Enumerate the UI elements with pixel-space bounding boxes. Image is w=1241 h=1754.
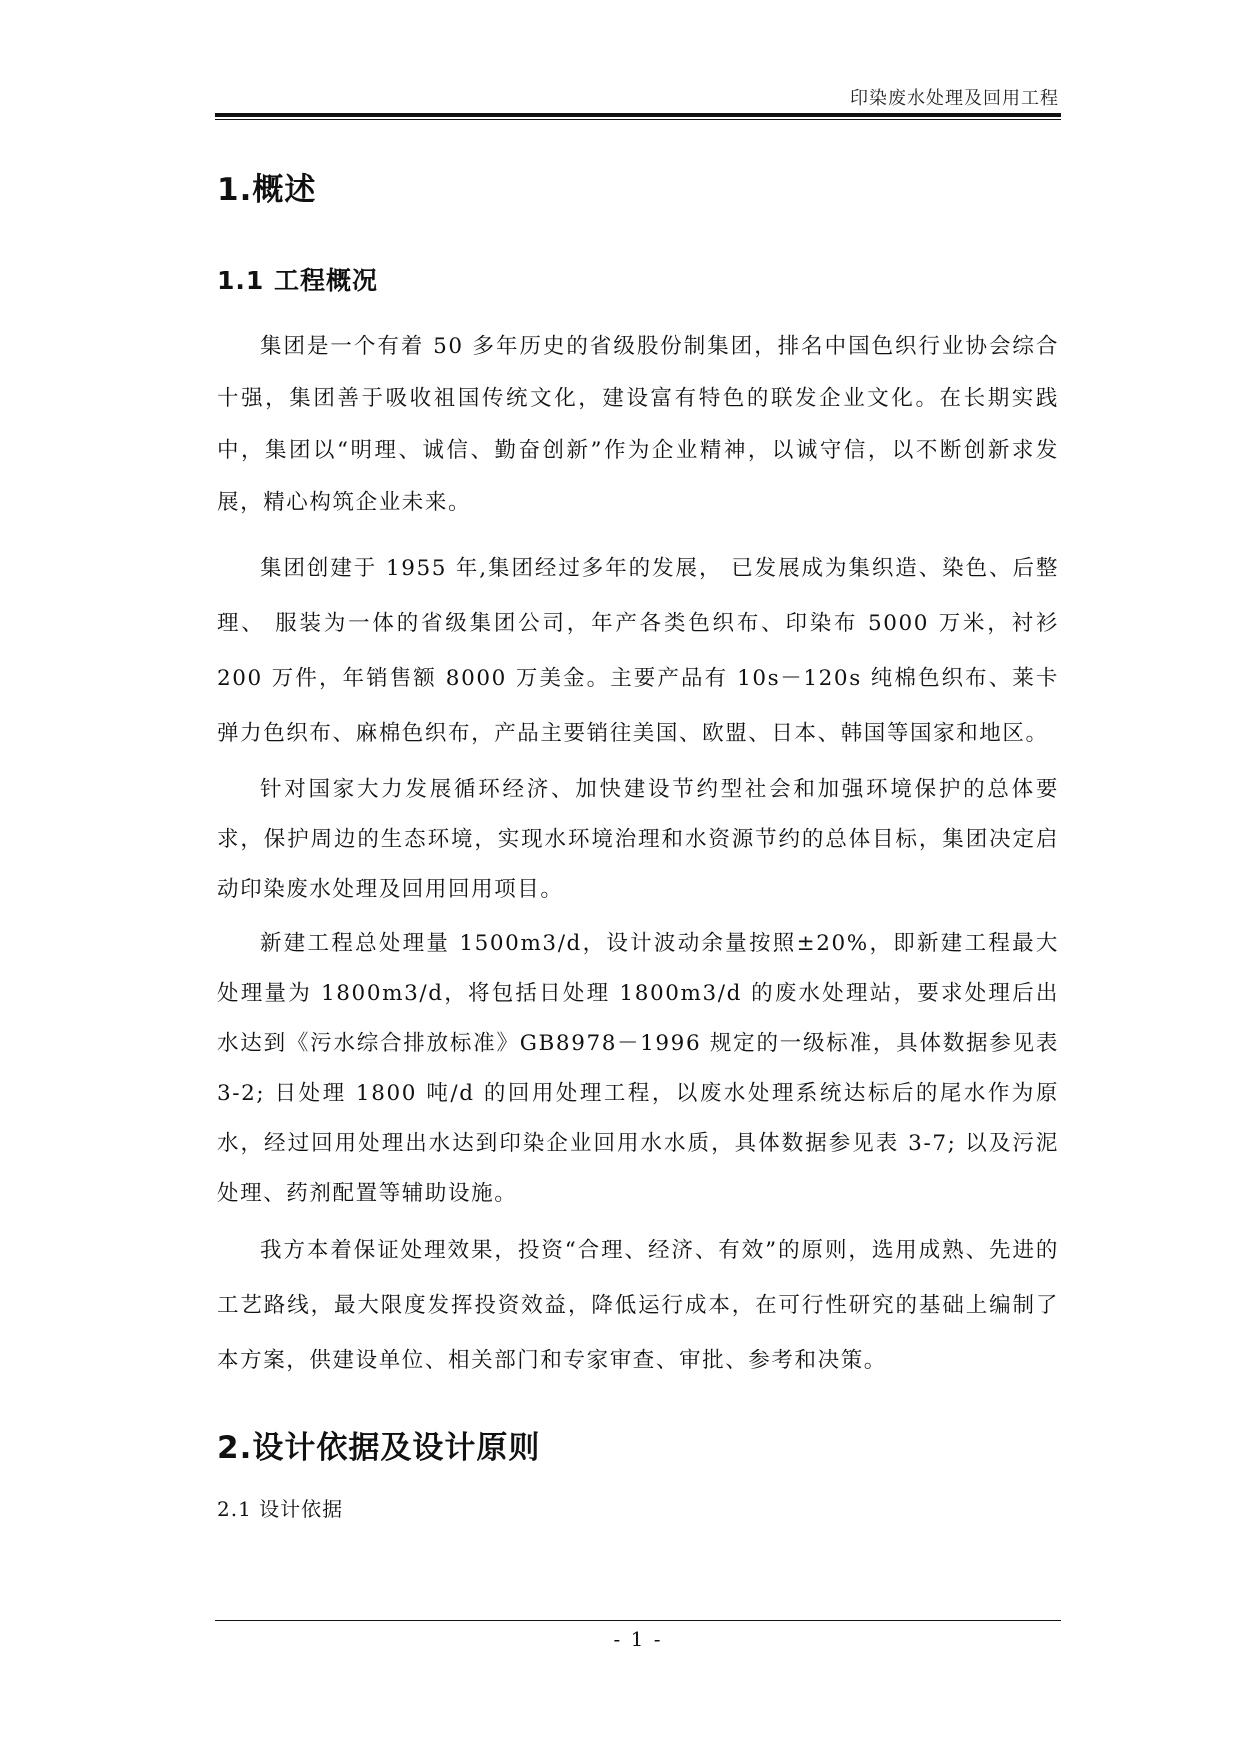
section-1-heading: 1.概述 xyxy=(217,172,317,208)
header-divider-thick xyxy=(215,113,1061,117)
section-1-1-heading: 1.1 工程概况 xyxy=(217,266,378,295)
paragraph-capacity: 新建工程总处理量 1500m3/d，设计波动余量按照±20%，即新建工程最大处理量为 1800m3/d，将包括日处理 1800m3/d 的废水处理站，要求处理后出水达到《污水综合排放标准》GB8978－1996 规定的一级标准，具体数据参见表 3-2; 日处理 1800 吨/d 的回用处理工程，以废水处理系统达标后的尾水作为原水，经过回用处理出水达到印染企业回用水水质，具体数据参见表 3-7; 以及污泥处理、药剂配置等辅助设施。 xyxy=(217,931,1059,1206)
section-2-1-heading: 2.1 设计依据 xyxy=(217,1497,344,1521)
document-body xyxy=(217,150,1059,1522)
paragraph-company-overview: 集团是一个有着 50 多年历史的省级股份制集团，排名中国色织行业协会综合十强，集团善于吸收祖国传统文化，建设富有特色的联发企业文化。在长期实践中，集团以“明理、诚信、勤奋创新”作为企业精神，以诚守信，以不断创新求发展，精心构筑企业未来。 xyxy=(217,334,1059,515)
paragraph-project-goal: 针对国家大力发展循环经济、加快建设节约型社会和加强环境保护的总体要求，保护周边的生态环境，实现水环境治理和水资源节约的总体目标，集团决定启动印染废水处理及回用回用项目。 xyxy=(217,777,1059,902)
page-header-title: 印染废水处理及回用工程 xyxy=(850,88,1059,109)
section-2-heading: 2.设计依据及设计原则 xyxy=(217,1430,541,1466)
paragraph-approach: 我方本着保证处理效果，投资“合理、经济、有效”的原则，选用成熟、先进的工艺路线，最大限度发挥投资效益，降低运行成本，在可行性研究的基础上编制了本方案，供建设单位、相关部门和专家审查、审批、参考和决策。 xyxy=(217,1238,1059,1373)
footer-divider xyxy=(215,1620,1061,1621)
paragraph-company-history: 集团创建于 1955 年,集团经过多年的发展， 已发展成为集织造、染色、后整理、 服装为一体的省级集团公司，年产各类色织布、印染布 5000 万米，衬衫 200 万件，年销售额 8000 万美金。主要产品有 10s－120s 纯棉色织布、莱卡弹力色织布、麻棉色织布，产品主要销往美国、欧盟、日本、韩国等国家和地区。 xyxy=(217,556,1059,746)
header-divider-thin xyxy=(215,119,1061,120)
page-number: - 1 - xyxy=(613,1627,663,1651)
